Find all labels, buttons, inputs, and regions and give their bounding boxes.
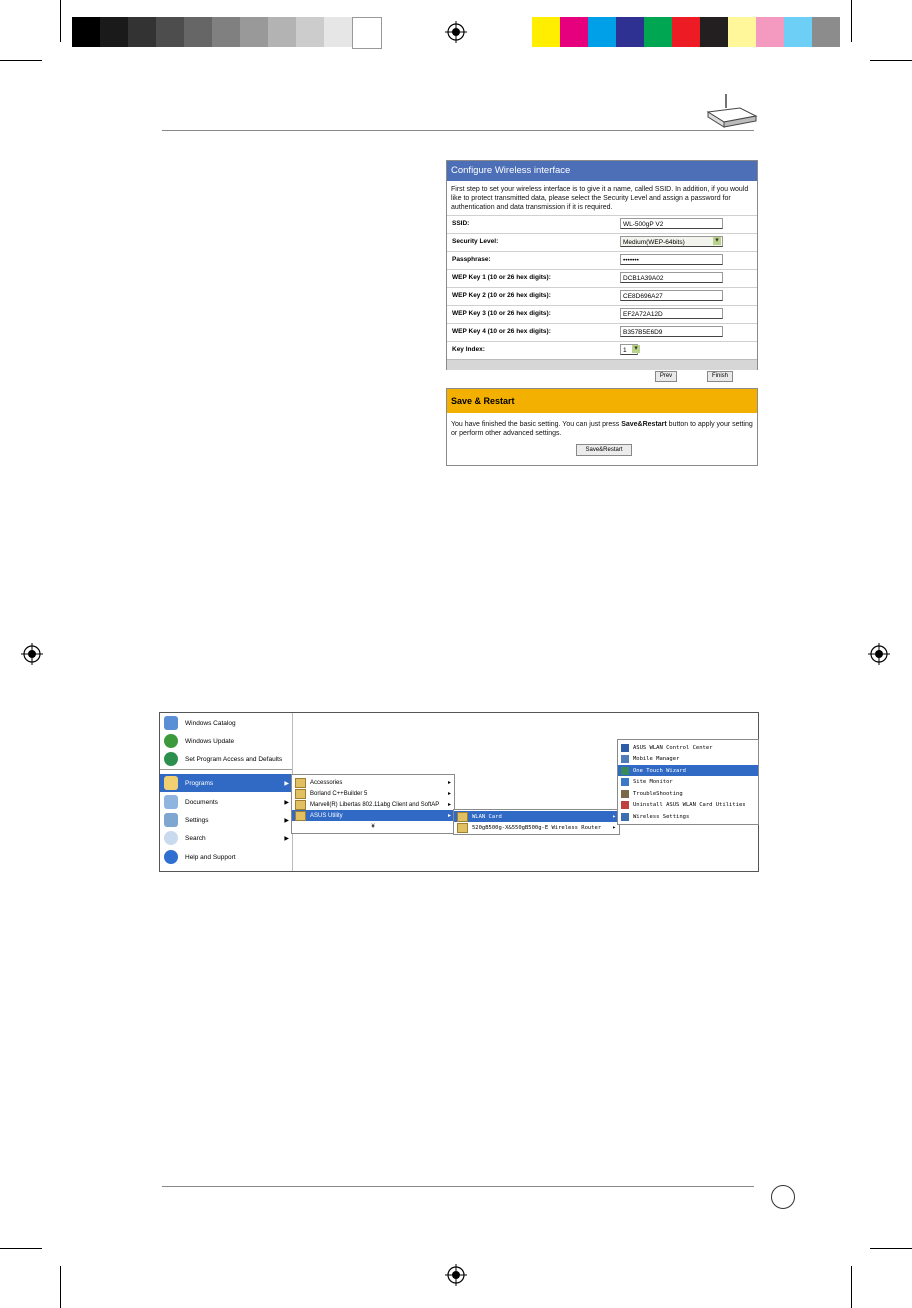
config-row-label: Passphrase: — [452, 256, 491, 263]
wlan-menu-label: Site Monitor — [633, 779, 673, 785]
search-item[interactable]: Search ▶ — [160, 829, 292, 847]
config-row-label: SSID: — [452, 220, 470, 227]
folder-icon — [457, 812, 468, 822]
wlan-utility-icon — [621, 755, 629, 763]
dropdown-arrow-icon[interactable]: ▾ — [632, 345, 640, 353]
gray-swatch — [296, 17, 324, 47]
asus-utility-item[interactable]: ASUS Utility ▸ — [292, 810, 454, 821]
config-row-input[interactable]: EF2A72A12D — [620, 308, 723, 319]
dropdown-arrow-icon[interactable]: ▾ — [713, 237, 721, 245]
crop-mark — [60, 0, 61, 42]
gray-swatch — [128, 17, 156, 47]
start-menu-separator — [160, 769, 292, 770]
wlan-menu-label: One Touch Wizard — [633, 767, 686, 774]
config-row-label: WEP Key 3 (10 or 26 hex digits): — [452, 310, 551, 317]
config-row-label: WEP Key 1 (10 or 26 hex digits): — [452, 274, 551, 281]
color-swatch — [616, 17, 644, 47]
gray-swatch — [100, 17, 128, 47]
wlan-utility-icon — [621, 767, 629, 775]
gray-swatch — [184, 17, 212, 47]
config-row — [447, 215, 757, 233]
config-row — [447, 269, 757, 287]
help-icon — [164, 850, 178, 864]
page-number-circle — [771, 1185, 795, 1209]
more-programs-item[interactable]: ¥ — [371, 823, 375, 830]
wlan-menu-label: Wireless Settings — [633, 813, 690, 820]
programs-item[interactable]: Programs ▶ — [160, 774, 292, 792]
registration-mark-icon — [21, 643, 43, 665]
config-row-label: Key Index: — [452, 346, 485, 353]
config-row — [447, 323, 757, 341]
help-support-item[interactable]: Help and Support — [160, 848, 292, 866]
color-swatch — [672, 17, 700, 47]
wlan-menu-label: TroubleShooting — [633, 790, 683, 797]
windows-catalog-item[interactable]: Windows Catalog — [160, 714, 292, 732]
documents-icon — [164, 795, 178, 809]
color-swatch — [812, 17, 840, 47]
wlan-utility-icon — [621, 744, 629, 752]
submenu-arrow-icon: ▸ — [612, 813, 616, 820]
button-bar — [447, 370, 757, 382]
documents-item[interactable]: Documents ▶ — [160, 793, 292, 811]
security-level-select[interactable]: Medium(WEP-64bits) — [620, 236, 723, 247]
accessories-item[interactable]: Accessories ▸ — [292, 777, 454, 788]
config-row — [447, 251, 757, 269]
wlan-menu-label: Mobile Manager — [633, 756, 680, 762]
config-row-input[interactable]: B357B5E6D9 — [620, 326, 723, 337]
wlan-menu-item[interactable] — [618, 765, 758, 776]
config-row-label: Security Level: — [452, 238, 499, 245]
wlan-utility-icon — [621, 790, 629, 798]
save-restart-title: Save & Restart — [447, 389, 757, 413]
submenu-arrow-icon: ▶ — [284, 799, 289, 806]
wlan-utility-icon — [621, 801, 629, 809]
crop-mark — [870, 60, 912, 61]
marvell-item[interactable]: Marvell(R) Libertas 802.11abg Client and SoftAP ▸ — [292, 799, 454, 810]
windows-update-item[interactable]: Windows Update — [160, 732, 292, 750]
config-row-input[interactable]: WL-500gP V2 — [620, 218, 723, 229]
wlan-menu-item[interactable] — [618, 788, 758, 799]
key-index-select[interactable]: 1 — [620, 344, 638, 355]
save-restart-button[interactable]: Save&Restart — [576, 444, 632, 456]
gray-swatch — [240, 17, 268, 47]
gray-swatch — [268, 17, 296, 47]
color-swatch — [560, 17, 588, 47]
crop-mark — [851, 1266, 852, 1308]
save-restart-panel — [446, 388, 758, 466]
button-bar-spacer — [447, 359, 757, 370]
submenu-arrow-icon: ▸ — [447, 802, 451, 808]
color-swatch — [532, 17, 560, 47]
wlan-card-item[interactable]: WLAN Card ▸ — [454, 811, 619, 822]
submenu-arrow-icon: ▸ — [447, 780, 451, 786]
program-access-icon — [164, 752, 178, 766]
crop-mark — [60, 1266, 61, 1308]
submenu-arrow-icon: ▶ — [284, 817, 289, 824]
submenu-arrow-icon: ▶ — [284, 780, 289, 787]
programs-icon — [164, 776, 178, 790]
registration-mark-icon — [445, 21, 467, 43]
color-swatch — [784, 17, 812, 47]
set-program-access-item[interactable]: Set Program Access and Defaults — [160, 750, 292, 768]
wlan-utility-icon — [621, 778, 629, 786]
crop-mark — [851, 0, 852, 42]
settings-item[interactable]: Settings ▶ — [160, 811, 292, 829]
color-swatch — [644, 17, 672, 47]
config-row-input[interactable]: DCB1A39A02 — [620, 272, 723, 283]
folder-icon — [457, 823, 468, 833]
config-row-label: WEP Key 2 (10 or 26 hex digits): — [452, 292, 551, 299]
header-rule — [162, 130, 754, 131]
config-row-input[interactable]: ••••••• — [620, 254, 723, 265]
color-swatch — [588, 17, 616, 47]
finish-button[interactable]: Finish — [707, 371, 733, 382]
borland-item[interactable]: Borland C++Builder 5 ▸ — [292, 788, 454, 799]
windows-catalog-icon — [164, 716, 178, 730]
crop-mark — [0, 1248, 42, 1249]
folder-icon — [295, 778, 306, 788]
crop-mark — [870, 1248, 912, 1249]
color-swatch — [728, 17, 756, 47]
config-row — [447, 305, 757, 323]
folder-icon — [295, 811, 306, 821]
wlan-utility-icon — [621, 813, 629, 821]
configure-wireless-panel — [446, 160, 758, 379]
submenu-arrow-icon: ▸ — [612, 824, 616, 831]
wlan-menu-item[interactable] — [618, 811, 758, 822]
color-swatch — [756, 17, 784, 47]
color-swatch — [700, 17, 728, 47]
config-row-input[interactable]: CE8D696A27 — [620, 290, 723, 301]
configure-title: Configure Wireless interface — [447, 161, 757, 181]
gray-swatch — [212, 17, 240, 47]
gray-swatch — [352, 17, 382, 49]
wlan-menu-item[interactable] — [618, 754, 758, 765]
registration-mark-icon — [868, 643, 890, 665]
crop-mark — [0, 60, 42, 61]
wireless-router-item[interactable]: 520gB500g-X&550gB500g-E Wireless Router ▸ — [454, 822, 619, 833]
folder-icon — [295, 800, 306, 810]
configure-description: First step to set your wireless interface is to give it a name, called SSID. In addition, if you would like to protect transmitted data, please select the Security Level and assign a password for authentication and data transmission if it is required. — [451, 186, 749, 211]
config-row — [447, 233, 757, 251]
gray-swatch — [156, 17, 184, 47]
folder-icon — [295, 789, 306, 799]
footer-rule — [162, 1186, 754, 1187]
windows-update-icon — [164, 734, 178, 748]
router-icon — [704, 92, 758, 132]
submenu-arrow-icon: ▸ — [447, 813, 451, 819]
search-icon — [164, 831, 178, 845]
submenu-arrow-icon: ▸ — [447, 791, 451, 797]
config-row-label: WEP Key 4 (10 or 26 hex digits): — [452, 328, 551, 335]
save-restart-description: You have finished the basic setting. You can just press Save&Restart button to apply your setting or perform other advanced settings. — [451, 421, 753, 437]
wlan-menu-item[interactable] — [618, 742, 758, 753]
wlan-menu-item[interactable] — [618, 800, 758, 811]
wlan-menu-label: Uninstall ASUS WLAN Card Utilities — [633, 802, 746, 808]
prev-button[interactable]: Prev — [655, 371, 677, 382]
asus-utility-submenu — [453, 809, 620, 835]
registration-mark-icon — [445, 1264, 467, 1286]
wlan-card-submenu — [617, 739, 759, 825]
gray-swatch — [72, 17, 100, 47]
settings-icon — [164, 813, 178, 827]
wlan-menu-label: ASUS WLAN Control Center — [633, 744, 713, 751]
wlan-menu-item[interactable] — [618, 777, 758, 788]
programs-submenu — [291, 774, 455, 834]
submenu-arrow-icon: ▶ — [284, 835, 289, 842]
start-menu-screenshot — [159, 712, 759, 872]
gray-swatch — [324, 17, 352, 47]
config-row — [447, 341, 757, 359]
config-row — [447, 287, 757, 305]
